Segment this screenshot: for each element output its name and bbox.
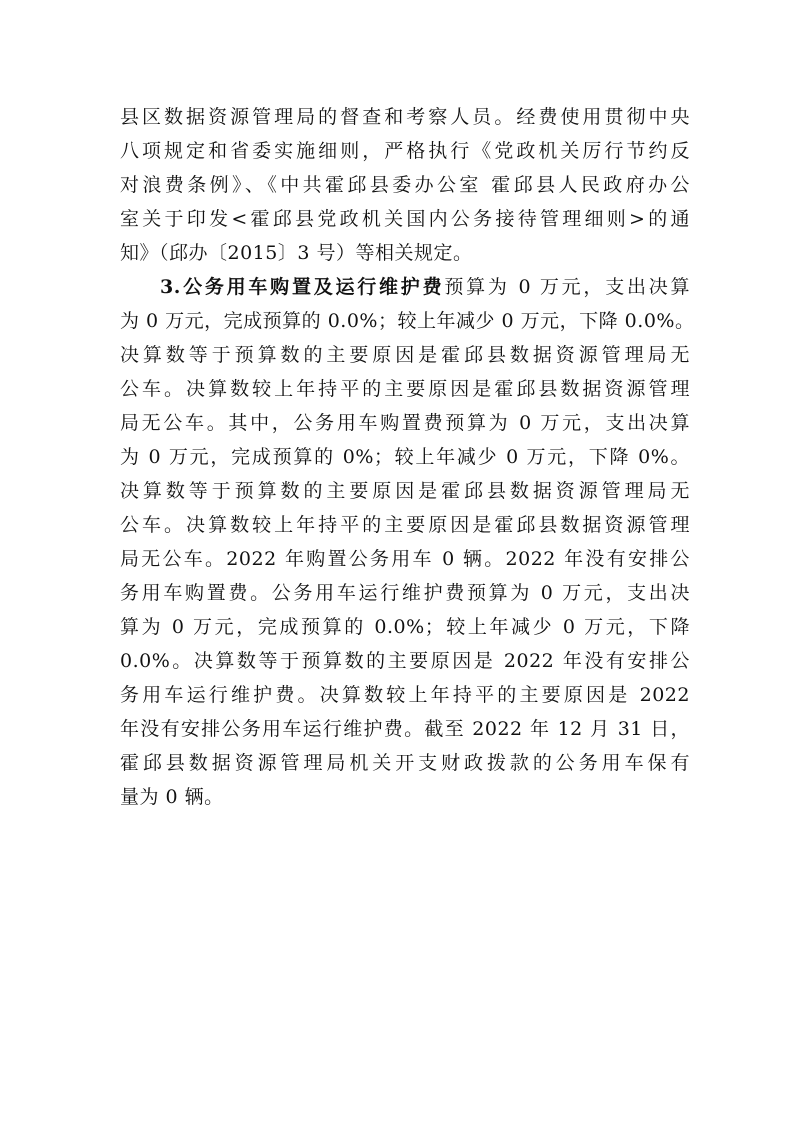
paragraph-line: 年没有安排公务用车运行维护费。截至 2022 年 12 月 31 日，	[120, 718, 690, 740]
paragraph-line: 霍邱县数据资源管理局机关开支财政拨款的公务用车保有	[120, 752, 690, 774]
paragraph-line: 县区数据资源管理局的督查和考察人员。经费使用贯彻中央	[120, 106, 690, 128]
paragraph-line: 务用车运行维护费。决算数较上年持平的主要原因是 2022	[120, 684, 690, 706]
paragraph-official-vehicles	[120, 270, 695, 814]
paragraph-first-line	[120, 270, 690, 304]
paragraph-line: 0.0%。决算数等于预算数的主要原因是 2022 年没有安排公	[120, 650, 690, 672]
paragraph-line: 八项规定和省委实施细则，严格执行《党政机关厉行节约反	[120, 140, 690, 162]
paragraph-line: 决算数等于预算数的主要原因是霍邱县数据资源管理局无	[120, 344, 690, 366]
paragraph-line: 室关于印发<霍邱县党政机关国内公务接待管理细则>的通	[120, 208, 690, 230]
paragraph-line: 公车。决算数较上年持平的主要原因是霍邱县数据资源管理	[120, 378, 690, 400]
paragraph-line: 为 0 万元，完成预算的 0%；较上年减少 0 万元，下降 0%。	[120, 446, 690, 468]
paragraph-line-rest: 预算为 0 万元，支出决算	[444, 276, 690, 298]
paragraph-line: 知》（邱办〔2015〕3 号）等相关规定。	[120, 242, 473, 264]
paragraph-line: 为 0 万元，完成预算的 0.0%；较上年减少 0 万元，下降 0.0%。	[120, 310, 695, 332]
paragraph-line: 算为 0 万元，完成预算的 0.0%；较上年减少 0 万元，下降	[120, 616, 690, 638]
paragraph-line: 局无公车。其中，公务用车购置费预算为 0 万元，支出决算	[120, 412, 690, 434]
section-heading: 3.公务用车购置及运行维护费	[160, 276, 445, 298]
paragraph-line: 量为 0 辆。	[120, 786, 224, 808]
paragraph-line: 公车。决算数较上年持平的主要原因是霍邱县数据资源管理	[120, 514, 690, 536]
paragraph-line: 对浪费条例》、《中共霍邱县委办公室 霍邱县人民政府办公	[120, 174, 690, 196]
paragraph-reception-rules	[120, 100, 690, 270]
paragraph-line: 务用车购置费。公务用车运行维护费预算为 0 万元，支出决	[120, 582, 690, 604]
body-text	[120, 100, 695, 814]
paragraph-line: 局无公车。2022 年购置公务用车 0 辆。2022 年没有安排公	[120, 548, 690, 570]
paragraph-line: 决算数等于预算数的主要原因是霍邱县数据资源管理局无	[120, 480, 690, 502]
